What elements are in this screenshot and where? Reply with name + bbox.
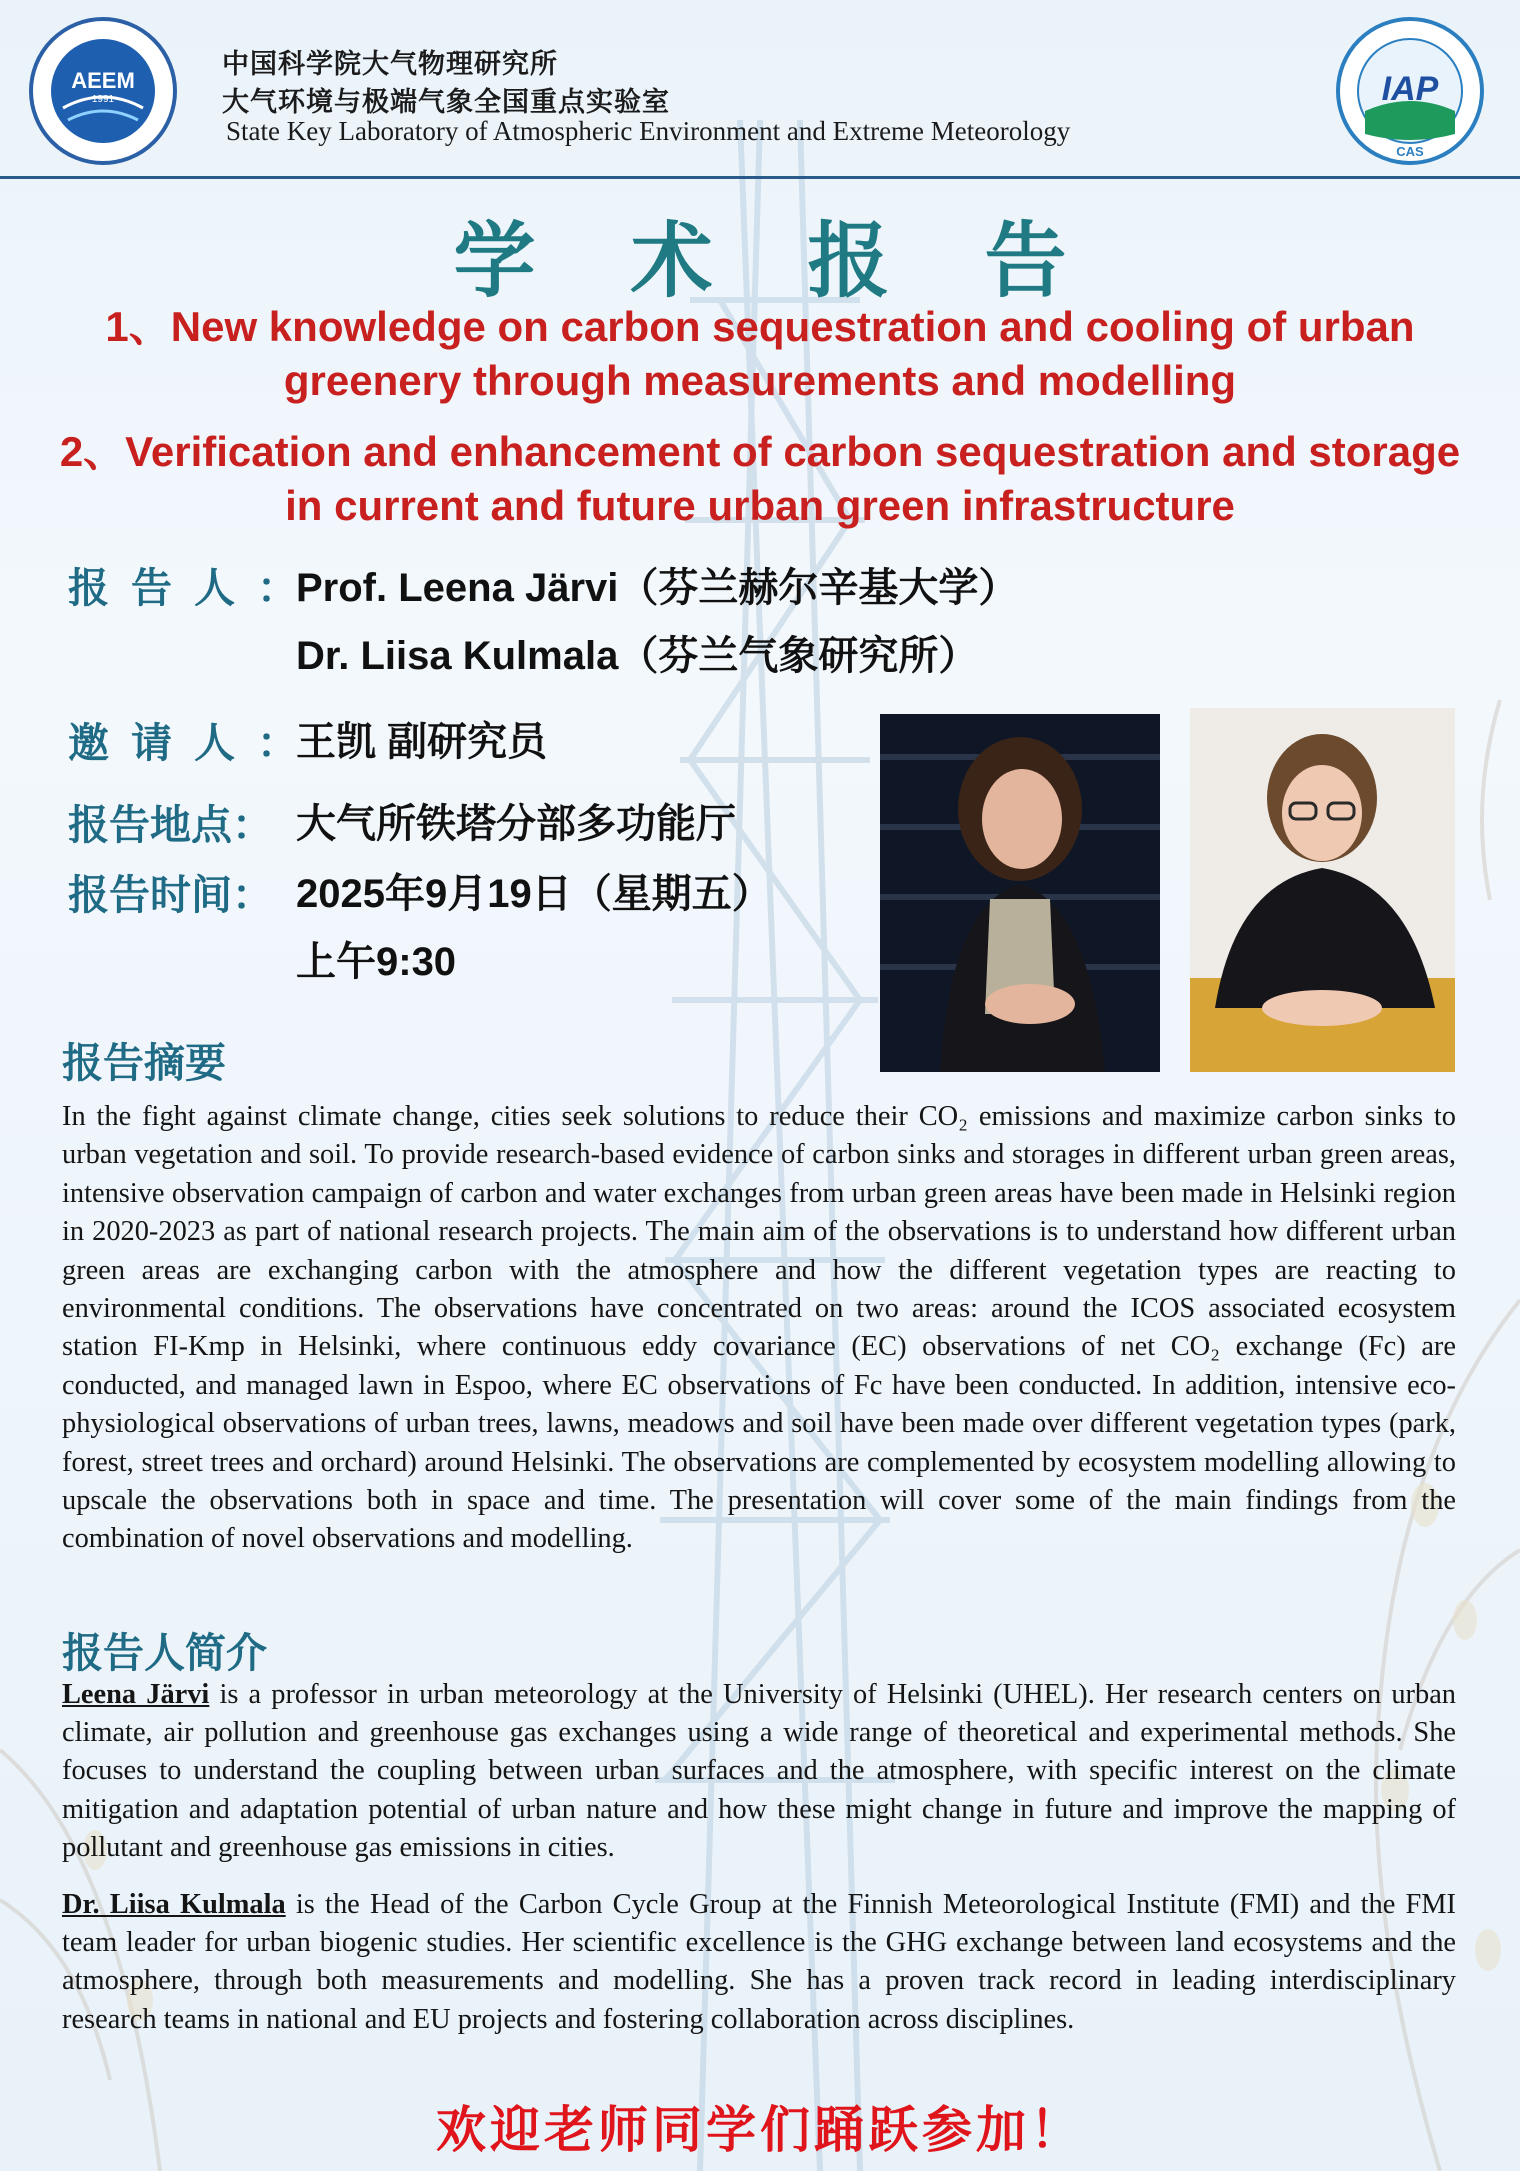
bio-kulmala (62, 1886, 1456, 2039)
venue-value: 大气所铁塔分部多功能厅 (296, 802, 736, 846)
talk-title-2: 2、Verification and enhancement of carbon sequestration and storage in current and future urban green infrastructure (59, 428, 1461, 529)
speaker-1: Prof. Leena Järvi（芬兰赫尔辛基大学） (296, 566, 1019, 610)
aeem-logo-text: AEEM (71, 68, 135, 93)
time-label: 报告时间： (68, 871, 273, 919)
institute-name-en: State Key Laboratory of Atmospheric Environment and Extreme Meteorology (226, 116, 1071, 146)
aeem-logo-icon (28, 16, 178, 166)
speaker-2: Dr. Liisa Kulmala（芬兰气象研究所） (296, 634, 979, 678)
abstract-text: In the fight against climate change, cities seek solutions to reduce their CO₂ emissions and maximize carbon sinks to urban vegetation and soil. To provide research-based evidence of carbon sinks and storages in different urban green areas, intensive observation campaign of carbon and water exchanges from urban green areas have been made in Helsinki region in 2020-2023 as part of national research projects. The main aim of the observations is to understand how different urban green areas are exchanging carbon with the atmosphere and how the different vegetation types are reacting to environmental conditions. The observations have concentrated on two areas: around the ICOS associated ecosystem station FI-Kmp in Helsinki, where continuous eddy covariance (EC) observations of net CO₂ exchange (Fc) are conducted, and managed lawn in Espoo, where EC observations of Fc have been conducted. In addition, intensive eco-physiological observations of urban trees, lawns, meadows and soil have been made over different vegetation types (park, forest, street trees and orchard) around Helsinki. The observations are complemented by ecosystem modelling allowing to upscale the observations both in space and time. The presentation will cover some of the main findings from the combination of novel observations and modelling. (62, 1101, 1456, 1555)
page-title: 学术报告 (453, 213, 1162, 309)
bio-name-jarvi: Leena Järvi (62, 1679, 210, 1710)
venue-label: 报告地点： (68, 801, 273, 849)
welcome-banner: 欢迎老师同学们踊跃参加！ (436, 2100, 1084, 2159)
iap-logo-text: IAP (1381, 70, 1439, 108)
aeem-logo-year: 1991 (91, 94, 115, 105)
abstract-heading: 报告摘要 (62, 1039, 226, 1087)
bio-jarvi (62, 1676, 1456, 1867)
header-divider (0, 176, 1520, 179)
date-value: 2025年9月19日（星期五） (296, 872, 772, 916)
institute-name-cn-2: 大气环境与极端气象全国重点实验室 (222, 87, 670, 118)
talk-title-1: 1、New knowledge on carbon sequestration and cooling of urban greenery through measurements and modelling (105, 303, 1415, 404)
bio-heading: 报告人简介 (62, 1629, 267, 1677)
bio-text-jarvi: is a professor in urban meteorology at the University of Helsinki (UHEL). Her research centers on urban climate, air pollution and greenhouse gas exchanges using a wide range of theoretical and experimental methods. She focuses to understand the coupling between urban surfaces and the atmosphere, with specific interest on the climate mitigation and adaptation potential of urban nature and how these might change in future and improve the mapping of pollutant and greenhouse gas emissions in cities. (62, 1679, 1456, 1863)
speaker-photo-kulmala (1190, 708, 1455, 1072)
speaker-photo-jarvi (880, 714, 1160, 1072)
bio-name-kulmala: Dr. Liisa Kulmala (62, 1889, 286, 1920)
host-label: 邀请人： (68, 719, 320, 767)
institute-name-cn-1: 中国科学院大气物理研究所 (222, 49, 558, 80)
iap-logo-sub: CAS (1396, 144, 1424, 159)
header (0, 0, 1520, 178)
speaker-label: 报告人： (68, 564, 320, 612)
bio-text-kulmala: is the Head of the Carbon Cycle Group at the Finnish Meteorological Institute (FMI) and the FMI team leader for urban biogenic studies. Her scientific excellence is the GHG exchange between land ecosystems and the atmosphere, through both measurements and modelling. She has a proven track record in leading interdisciplinary research teams in national and EU projects and fostering collaboration across disciplines. (62, 1889, 1456, 2035)
iap-logo-icon (1335, 16, 1485, 166)
time-value: 上午9:30 (296, 940, 457, 984)
host-value: 王凯 副研究员 (296, 720, 548, 764)
